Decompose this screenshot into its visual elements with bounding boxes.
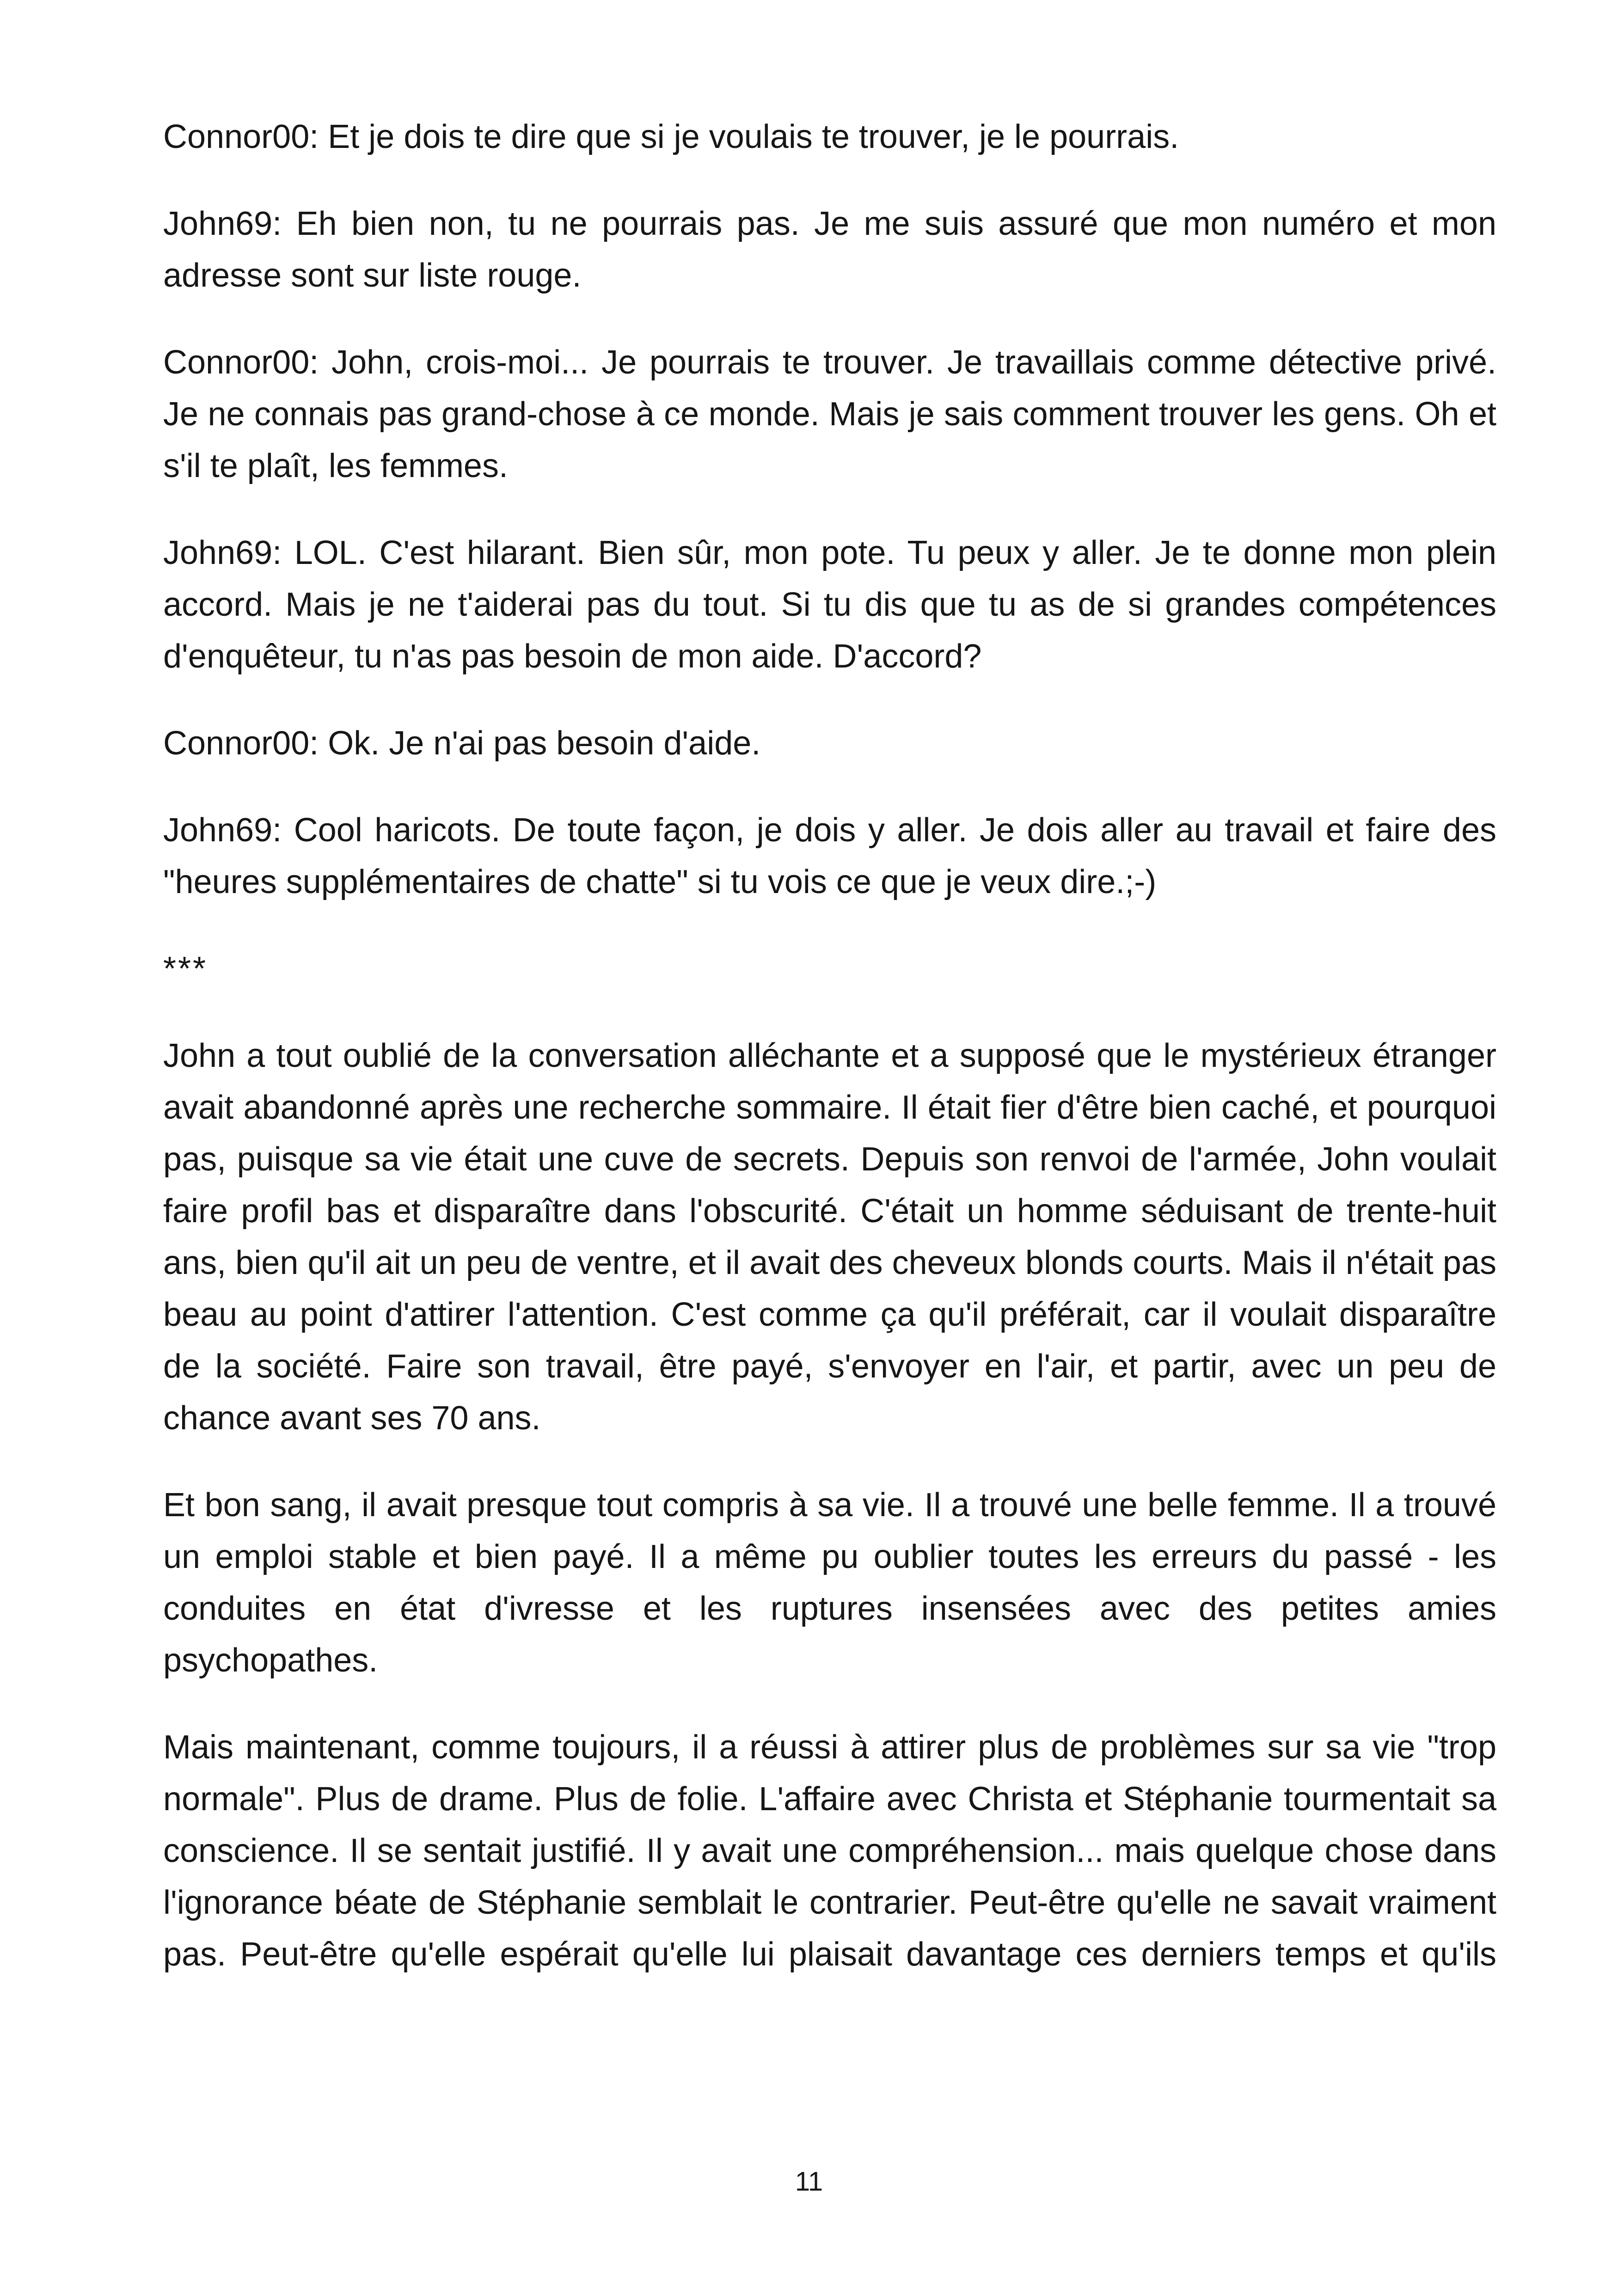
chat-line-john-2: John69: LOL. C'est hilarant. Bien sûr, mon pote. Tu peux y aller. Je te donne mon plein accord. Mais je ne t'aiderai pas du tout. Si tu dis que tu as de si grandes compétences d'enquêteur, tu n'as pas besoin de mon aide. D'accord? (163, 534, 1496, 675)
chat-line-connor-1: Connor00: Et je dois te dire que si je voulais te trouver, je le pourrais. (163, 118, 1179, 155)
narrative-paragraph-2: Et bon sang, il avait presque tout compris à sa vie. Il a trouvé une belle femme. Il a trouvé un emploi stable et bien payé. Il a même pu oublier toutes les erreurs du passé - les conduites en état d'ivresse et les ruptures insensées avec des petites amies psychopathes. (163, 1487, 1496, 1679)
page-body (163, 111, 1496, 1980)
page-number: 11 (795, 2167, 823, 2197)
chat-line-connor-3: Connor00: Ok. Je n'ai pas besoin d'aide. (163, 725, 761, 762)
narrative-paragraph-3: Mais maintenant, comme toujours, il a réussi à attirer plus de problèmes sur sa vie "trop normale". Plus de drame. Plus de folie. L'affaire avec Christa et Stéphanie tourmentait sa conscience. Il se sentait justifié. Il y avait une compréhension... mais quelque chose dans l'ignorance béate de Stéphanie semblait le contrarier. Peut-être qu'elle ne savait vraiment pas. Peut-être qu'elle espérait qu'elle lui plaisait davantage ces derniers temps et qu'ils (163, 1729, 1496, 1973)
chat-line-john-3: John69: Cool haricots. De toute façon, je dois y aller. Je dois aller au travail et faire des "heures supplémentaires de chatte" si tu vois ce que je veux dire.;-) (163, 812, 1496, 900)
scene-separator: *** (163, 950, 208, 987)
chat-line-john-1: John69: Eh bien non, tu ne pourrais pas. Je me suis assuré que mon numéro et mon adresse sont sur liste rouge. (163, 205, 1496, 294)
chat-line-connor-2: Connor00: John, crois-moi... Je pourrais te trouver. Je travaillais comme détective privé. Je ne connais pas grand-chose à ce monde. Mais je sais comment trouver les gens. Oh et s'il te plaît, les femmes. (163, 344, 1496, 484)
narrative-paragraph-1: John a tout oublié de la conversation alléchante et a supposé que le mystérieux étranger avait abandonné après une recherche sommaire. Il était fier d'être bien caché, et pourquoi pas, puisque sa vie était une cuve de secrets. Depuis son renvoi de l'armée, John voulait faire profil bas et disparaître dans l'obscurité. C'était un homme séduisant de trente-huit ans, bien qu'il ait un peu de ventre, et il avait des cheveux blonds courts. Mais il n'était pas beau au point d'attirer l'attention. C'est comme ça qu'il préférait, car il voulait disparaître de la société. Faire son travail, être payé, s'envoyer en l'air, et partir, avec un peu de chance avant ses 70 ans. (163, 1037, 1496, 1437)
